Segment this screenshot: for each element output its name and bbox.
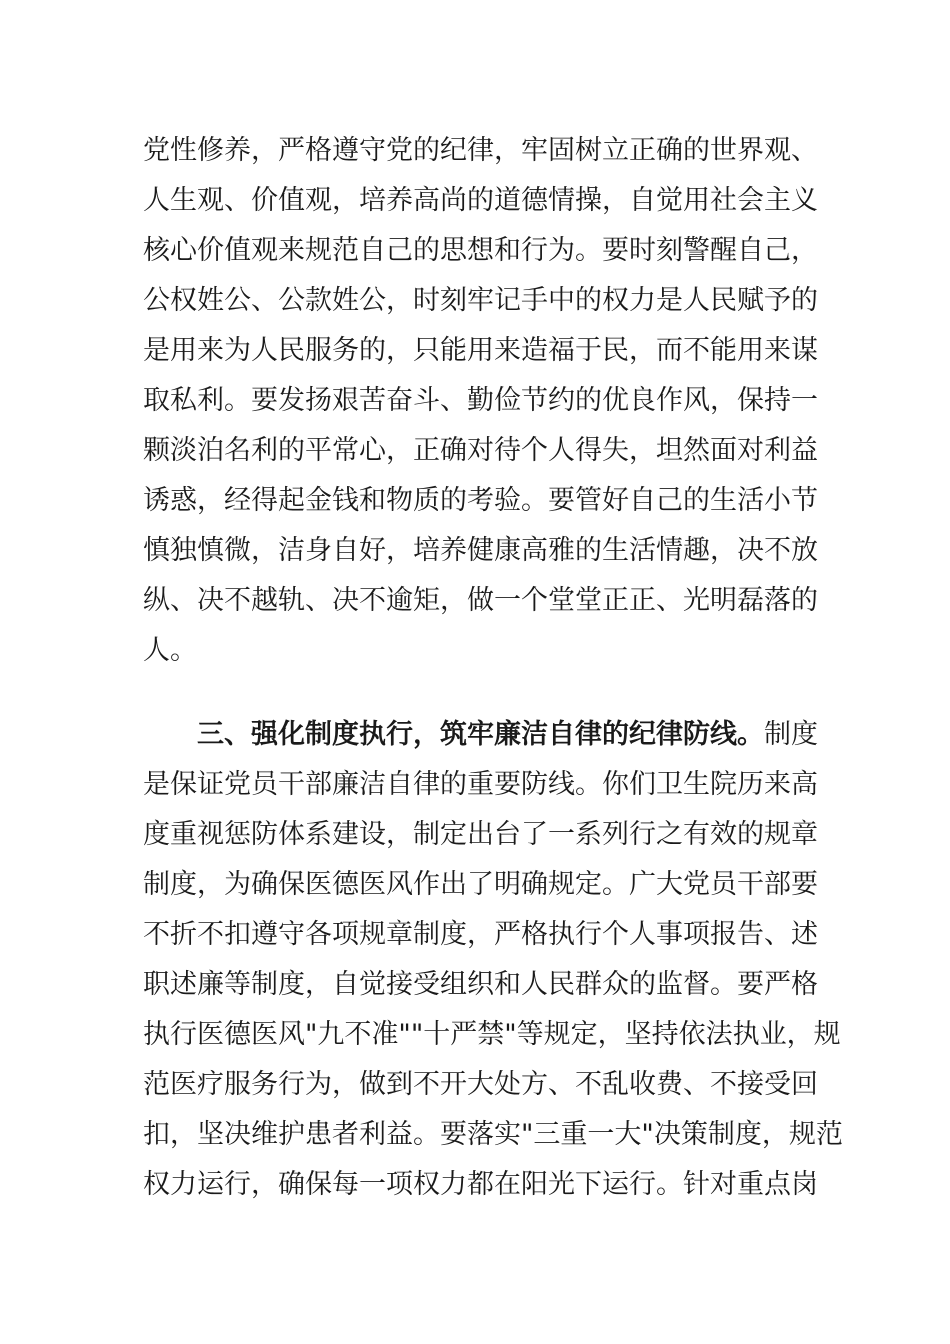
paragraph-line: 不折不扣遵守各项规章制度，严格执行个人事项报告、述 xyxy=(143,919,818,950)
paragraph-line: 核心价值观来规范自己的思想和行为。要时刻警醒自己， xyxy=(143,235,818,266)
paragraph-line: 权力运行，确保每一项权力都在阳光下运行。针对重点岗 xyxy=(143,1169,818,1200)
heading-continuation: 制度 xyxy=(764,719,818,750)
paragraph-line: 执行医德医风"九不准""十严禁"等规定，坚持依法执业，规 xyxy=(143,1019,841,1050)
section-heading: 三、强化制度执行，筑牢廉洁自律的纪律防线。 xyxy=(197,719,764,750)
paragraph-2 xyxy=(143,710,843,1210)
paragraph-first-line xyxy=(143,710,823,760)
paragraph-line: 人生观、价值观，培养高尚的道德情操，自觉用社会主义 xyxy=(143,185,818,216)
paragraph-line: 公权姓公、公款姓公，时刻牢记手中的权力是人民赋予的 xyxy=(143,285,818,316)
paragraph-line: 党性修养，严格遵守党的纪律，牢固树立正确的世界观、 xyxy=(143,135,818,166)
paragraph-line: 职述廉等制度，自觉接受组织和人民群众的监督。要严格 xyxy=(143,969,818,1000)
paragraph-line: 制度，为确保医德医风作出了明确规定。广大党员干部要 xyxy=(143,869,818,900)
paragraph-line: 慎独慎微，洁身自好，培养健康高雅的生活情趣，决不放 xyxy=(143,535,818,566)
paragraph-line: 度重视惩防体系建设，制定出台了一系列行之有效的规章 xyxy=(143,819,818,850)
paragraph-line: 是保证党员干部廉洁自律的重要防线。你们卫生院历来高 xyxy=(143,769,818,800)
paragraph-1 xyxy=(143,126,823,676)
paragraph-line: 范医疗服务行为，做到不开大处方、不乱收费、不接受回 xyxy=(143,1069,818,1100)
paragraph-line: 扣，坚决维护患者利益。要落实"三重一大"决策制度，规范 xyxy=(143,1119,843,1150)
paragraph-line: 诱惑，经得起金钱和物质的考验。要管好自己的生活小节 xyxy=(143,485,818,516)
paragraph-line: 颗淡泊名利的平常心，正确对待个人得失，坦然面对利益 xyxy=(143,435,818,466)
paragraph-line: 是用来为人民服务的，只能用来造福于民，而不能用来谋 xyxy=(143,335,818,366)
paragraph-line: 纵、决不越轨、决不逾矩，做一个堂堂正正、光明磊落的 xyxy=(143,585,818,616)
paragraph-line: 人。 xyxy=(143,635,197,666)
paragraph-line: 取私利。要发扬艰苦奋斗、勤俭节约的优良作风，保持一 xyxy=(143,385,818,416)
